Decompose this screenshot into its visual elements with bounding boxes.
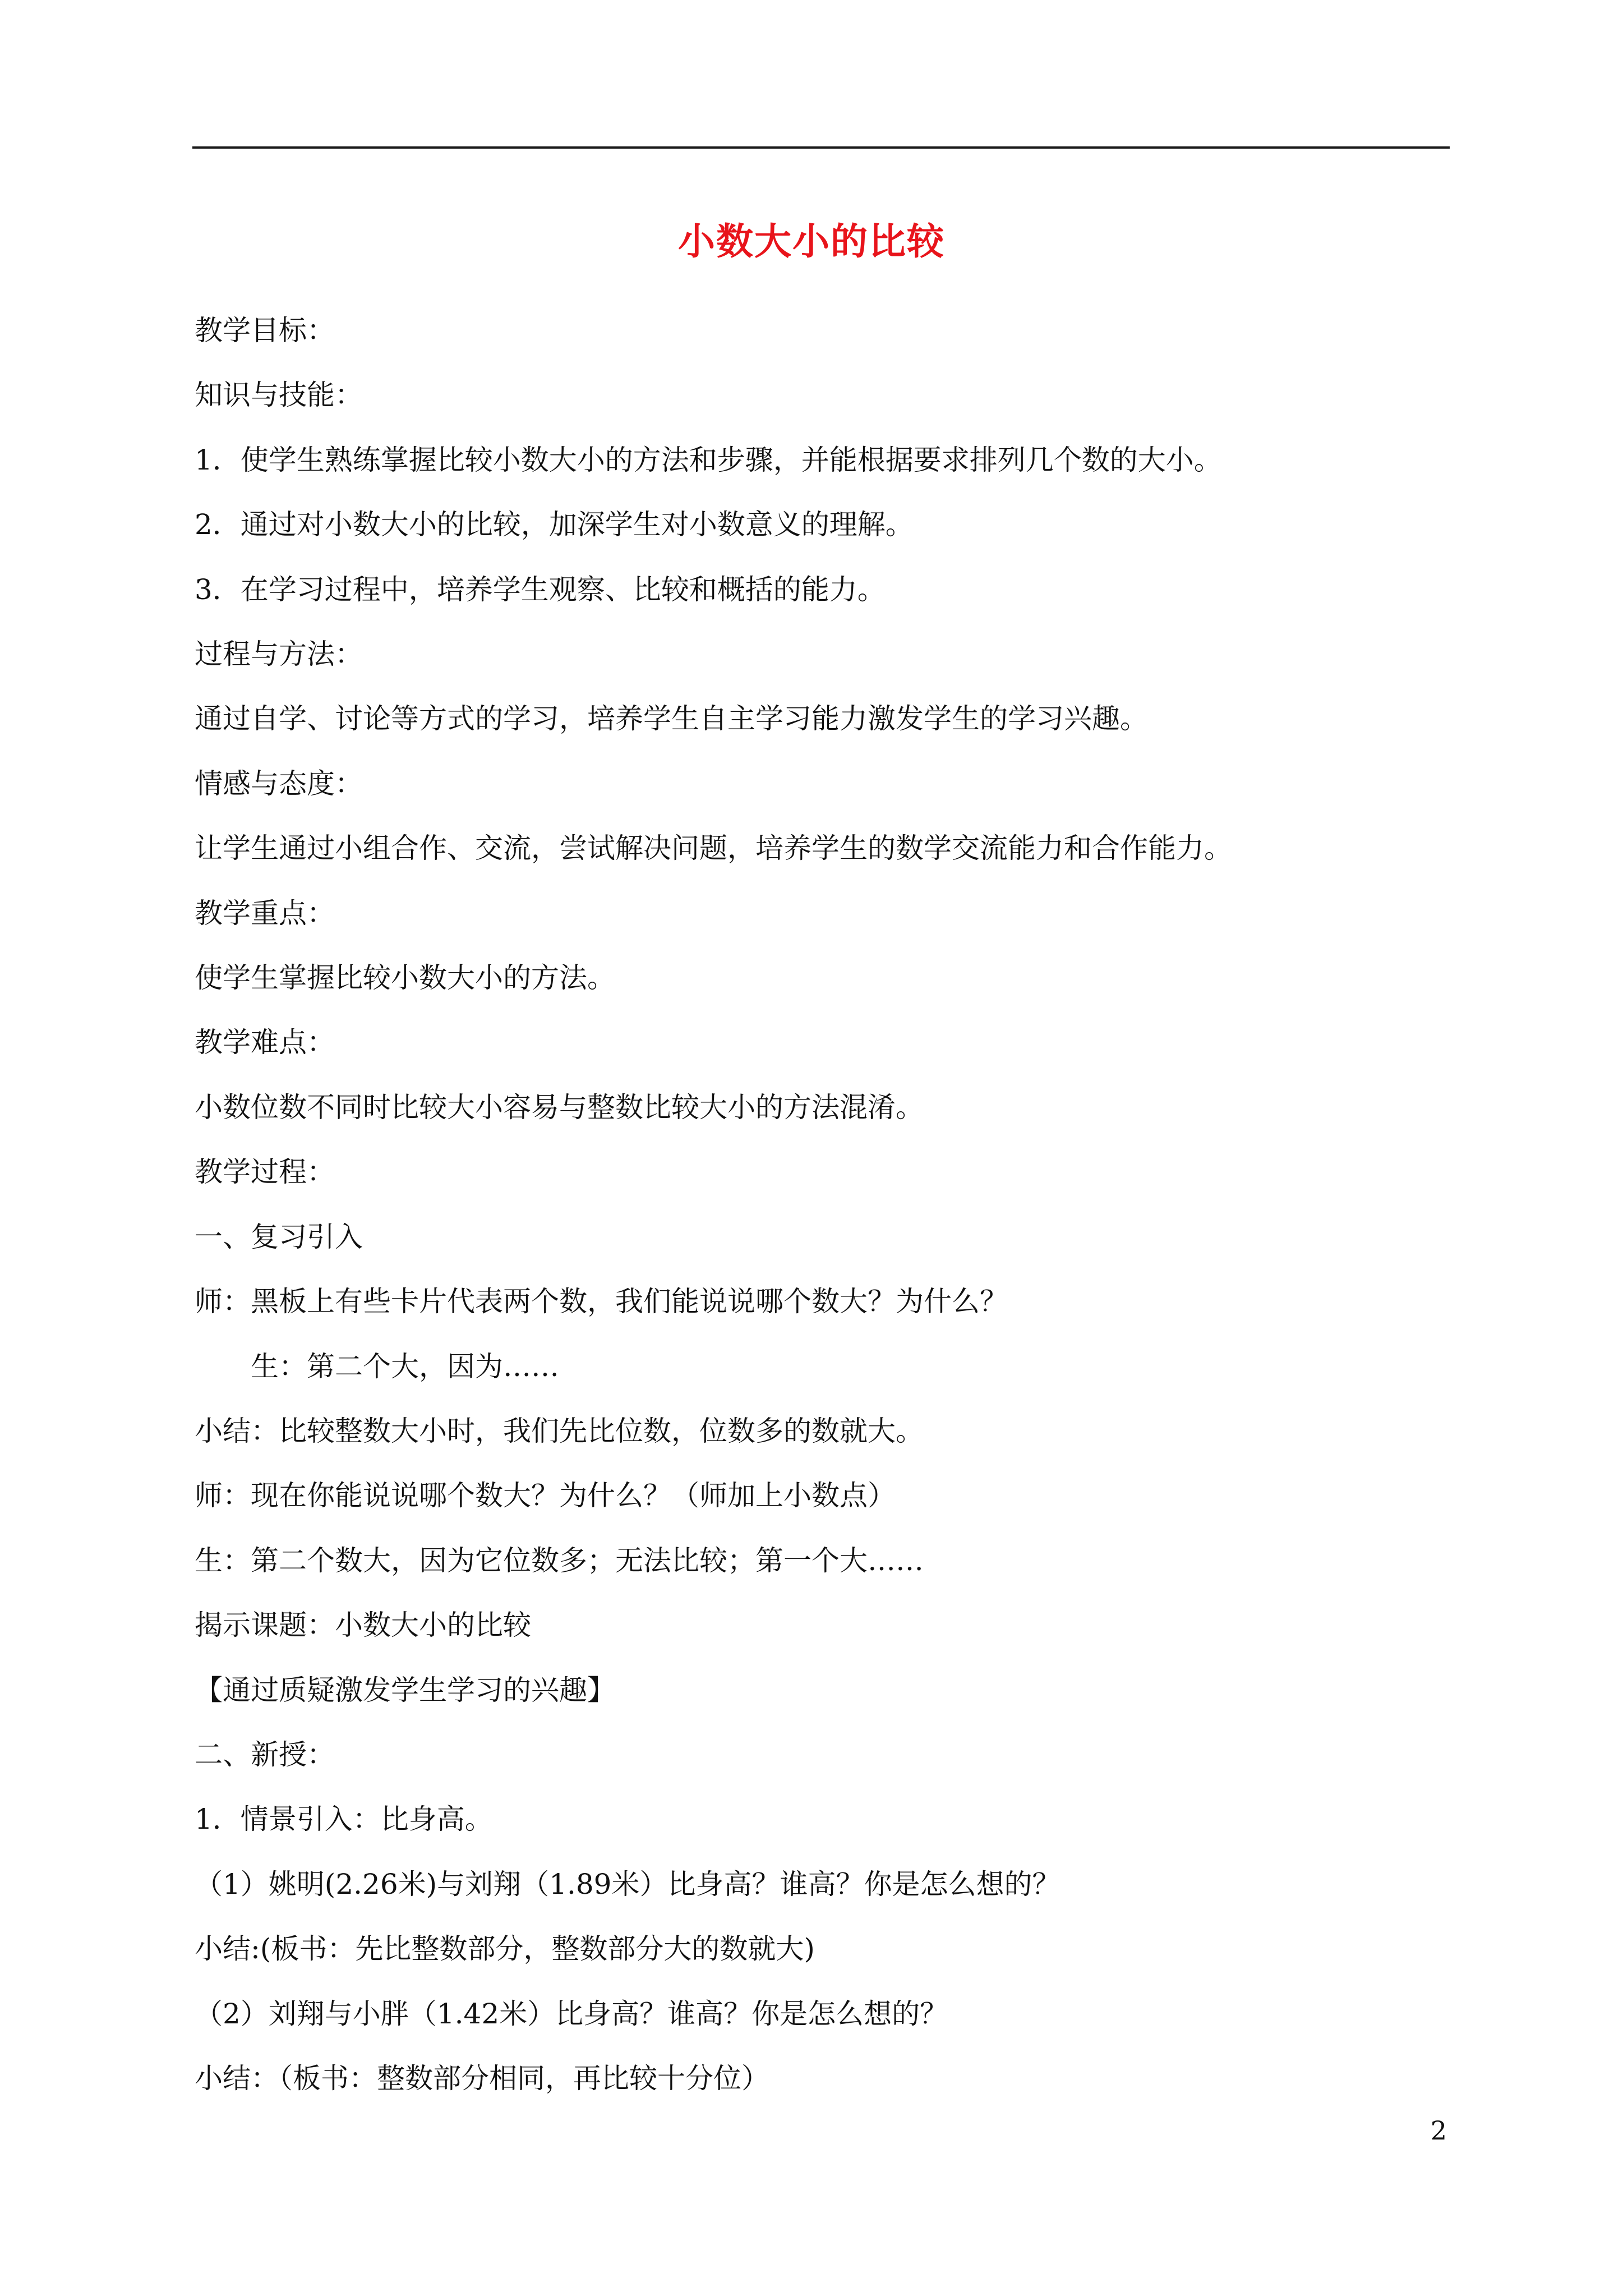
heading-teaching-process: 教学过程：: [195, 1156, 335, 1189]
scenario-intro: 1．情景引入：比身高。: [195, 1803, 493, 1836]
dialogue-line: 师：现在你能说说哪个数大？为什么？（师加上小数点）: [195, 1479, 896, 1512]
page-number: 2: [1430, 2115, 1447, 2146]
section-new-lesson: 二、新授：: [195, 1738, 335, 1771]
emotion-attitude-text: 让学生通过小组合作、交流，尝试解决问题，培养学生的数学交流能力和合作能力。: [195, 832, 1232, 865]
bracket-note: 【通过质疑激发学生学习的兴趣】: [195, 1673, 615, 1706]
process-method-text: 通过自学、讨论等方式的学习，培养学生自主学习能力激发学生的学习兴趣。: [195, 702, 1148, 735]
summary-line: 小结：比较整数大小时，我们先比位数，位数多的数就大。: [195, 1414, 924, 1447]
heading-difficulty: 教学难点：: [195, 1026, 335, 1059]
section-review: 一、复习引入: [195, 1220, 363, 1253]
dialogue-line: 生：第二个数大，因为它位数多；无法比较；第一个大……: [195, 1544, 924, 1577]
goal-item-2: 2．通过对小数大小的比较，加深学生对小数意义的理解。: [195, 508, 914, 541]
heading-teaching-goals: 教学目标：: [195, 314, 335, 347]
goal-item-3: 3．在学习过程中，培养学生观察、比较和概括的能力。: [195, 573, 886, 606]
difficulty-text: 小数位数不同时比较大小容易与整数比较大小的方法混淆。: [195, 1091, 924, 1124]
dialogue-line: 师：黑板上有些卡片代表两个数，我们能说说哪个数大？为什么？: [195, 1285, 1008, 1318]
key-point-text: 使学生掌握比较小数大小的方法。: [195, 961, 615, 995]
topic-reveal: 揭示课题：小数大小的比较: [195, 1609, 531, 1642]
page-title: 小数大小的比较: [678, 219, 945, 263]
document-body: [195, 298, 1451, 2111]
heading-process-method: 过程与方法：: [195, 638, 363, 671]
heading-emotion-attitude: 情感与态度：: [195, 767, 363, 800]
question-2: （2）刘翔与小胖（1.42米）比身高？谁高？你是怎么想的？: [195, 1997, 948, 2030]
heading-knowledge-skills: 知识与技能：: [195, 379, 363, 412]
heading-key-point: 教学重点：: [195, 896, 335, 930]
summary-line: 小结:(板书：先比整数部分，整数部分大的数就大): [195, 1932, 815, 1966]
summary-line: 小结：（板书：整数部分相同，再比较十分位）: [195, 2062, 769, 2095]
dialogue-line: 生：第二个大，因为……: [251, 1350, 559, 1383]
question-1: （1）姚明(2.26米)与刘翔（1.89米）比身高？谁高？你是怎么想的？: [195, 1867, 1061, 1901]
header-rule: [192, 146, 1450, 149]
goal-item-1: 1．使学生熟练掌握比较小数大小的方法和步骤，并能根据要求排列几个数的大小。: [195, 443, 1222, 476]
